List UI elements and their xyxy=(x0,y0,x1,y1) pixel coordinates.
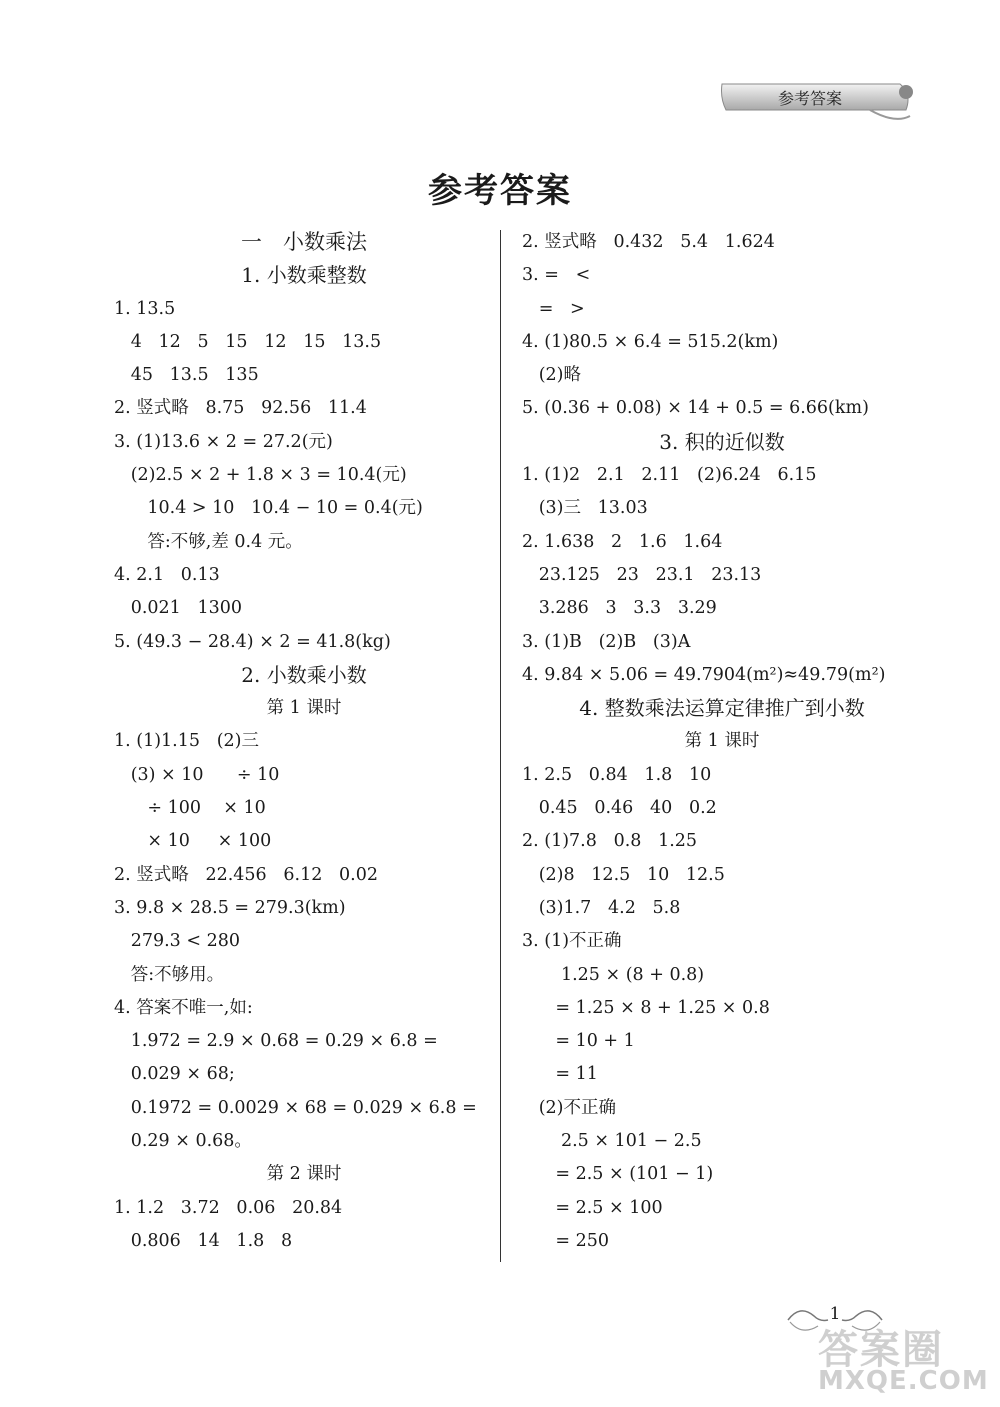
answer-line: 4 12 5 15 12 15 13.5 xyxy=(114,331,382,352)
answer-line: 1. 13.5 xyxy=(114,298,176,319)
answer-line: 4. (1)80.5 × 6.4 = 515.2(km) xyxy=(522,331,779,352)
answer-line: (2)8 12.5 10 12.5 xyxy=(522,864,725,885)
watermark xyxy=(798,1318,993,1402)
answer-line: 3. (1)B (2)B (3)A xyxy=(522,631,691,652)
answer-line: 0.45 0.46 40 0.2 xyxy=(522,798,717,819)
left-column xyxy=(114,226,494,1258)
answer-line: (3)三 13.03 xyxy=(522,498,648,519)
answer-line: 0.1972 = 0.0029 × 68 = 0.029 × 6.8 = xyxy=(114,1097,477,1118)
right-column xyxy=(522,226,922,1258)
watermark-url: MXQE.COM xyxy=(818,1366,989,1396)
answer-line: 2. (1)7.8 0.8 1.25 xyxy=(522,831,698,852)
answer-line: 45 13.5 135 xyxy=(114,365,259,386)
answer-line: × 10 × 100 xyxy=(114,831,272,852)
chapter-heading: 一 小数乘法 xyxy=(241,230,367,254)
section-heading: 3. 积的近似数 xyxy=(659,429,785,454)
answer-line: = 2.5 × 100 xyxy=(522,1197,663,1218)
answer-line: 2. 竖式略 22.456 6.12 0.02 xyxy=(114,864,378,885)
answer-line: (3)1.7 4.2 5.8 xyxy=(522,897,681,918)
answer-line: = > xyxy=(522,298,585,319)
answer-line: 1. 2.5 0.84 1.8 10 xyxy=(522,764,712,785)
lesson-heading: 第 1 课时 xyxy=(684,731,760,752)
answer-line: 3. = < xyxy=(522,265,591,286)
answer-line: 3.286 3 3.3 3.29 xyxy=(522,598,717,619)
answer-line: 3. (1)不正确 xyxy=(522,931,622,952)
section-heading: 2. 小数乘小数 xyxy=(241,662,367,687)
answer-line: 4. 9.84 × 5.06 = 49.7904(m²)≈49.79(m²) xyxy=(522,664,886,685)
page-number: 1 xyxy=(829,1304,841,1324)
answer-line: 2. 1.638 2 1.6 1.64 xyxy=(522,531,723,552)
answer-line: 5. (49.3 − 28.4) × 2 = 41.8(kg) xyxy=(114,631,391,652)
answer-line: ÷ 100 × 10 xyxy=(114,798,266,819)
header-tag-label: 参考答案 xyxy=(777,89,842,108)
answer-line: 3. (1)13.6 × 2 = 27.2(元) xyxy=(114,431,333,452)
answer-line: (2)略 xyxy=(522,365,581,386)
answer-line: 23.125 23 23.1 23.13 xyxy=(522,564,762,585)
section-heading: 4. 整数乘法运算定律推广到小数 xyxy=(579,696,865,721)
answer-line: 1. (1)1.15 (2)三 xyxy=(114,731,259,752)
answer-line: = 11 xyxy=(522,1064,598,1085)
answer-line: 0.021 1300 xyxy=(114,598,243,619)
answer-line: 答:不够用。 xyxy=(114,964,225,985)
watermark-logo-text: 答案圈 xyxy=(818,1327,944,1373)
answer-line: 1.972 = 2.9 × 0.68 = 0.29 × 6.8 = xyxy=(114,1031,438,1052)
answer-line: 0.806 14 1.8 8 xyxy=(114,1230,293,1251)
lesson-heading: 第 1 课时 xyxy=(266,698,342,719)
answer-line: (2)不正确 xyxy=(522,1097,616,1118)
answer-line: = 10 + 1 xyxy=(522,1031,635,1052)
header-tag xyxy=(720,80,920,120)
answer-line: 2.5 × 101 − 2.5 xyxy=(522,1131,702,1152)
answer-line: = 1.25 × 8 + 1.25 × 0.8 xyxy=(522,997,770,1018)
section-heading: 1. 小数乘整数 xyxy=(241,263,367,288)
answer-line: (3) × 10 ÷ 10 xyxy=(114,764,280,785)
answer-line: = 2.5 × (101 − 1) xyxy=(522,1164,714,1185)
lesson-heading: 第 2 课时 xyxy=(266,1164,342,1185)
answer-line: 4. 答案不唯一,如: xyxy=(114,997,253,1018)
answer-line: 279.3 < 280 xyxy=(114,931,240,952)
answer-line: 1.25 × (8 + 0.8) xyxy=(522,964,705,985)
page-title: 参考答案 xyxy=(428,171,572,211)
answer-line: = 250 xyxy=(522,1230,610,1251)
answer-line: 2. 竖式略 0.432 5.4 1.624 xyxy=(522,232,775,252)
answer-line: 1. 1.2 3.72 0.06 20.84 xyxy=(114,1197,343,1218)
answer-line: 答:不够,差 0.4 元。 xyxy=(114,531,303,552)
answer-line: 5. (0.36 + 0.08) × 14 + 0.5 = 6.66(km) xyxy=(522,398,869,419)
answer-line: 0.29 × 0.68。 xyxy=(114,1131,252,1152)
answer-line: (2)2.5 × 2 + 1.8 × 3 = 10.4(元) xyxy=(114,465,407,486)
answer-line: 4. 2.1 0.13 xyxy=(114,564,220,585)
column-divider xyxy=(500,230,501,1262)
answer-line: 10.4 > 10 10.4 − 10 = 0.4(元) xyxy=(114,498,423,519)
answer-line: 1. (1)2 2.1 2.11 (2)6.24 6.15 xyxy=(522,465,817,486)
answer-line: 3. 9.8 × 28.5 = 279.3(km) xyxy=(114,897,346,918)
answer-line: 0.029 × 68; xyxy=(114,1064,235,1085)
answer-line: 2. 竖式略 8.75 92.56 11.4 xyxy=(114,398,367,419)
